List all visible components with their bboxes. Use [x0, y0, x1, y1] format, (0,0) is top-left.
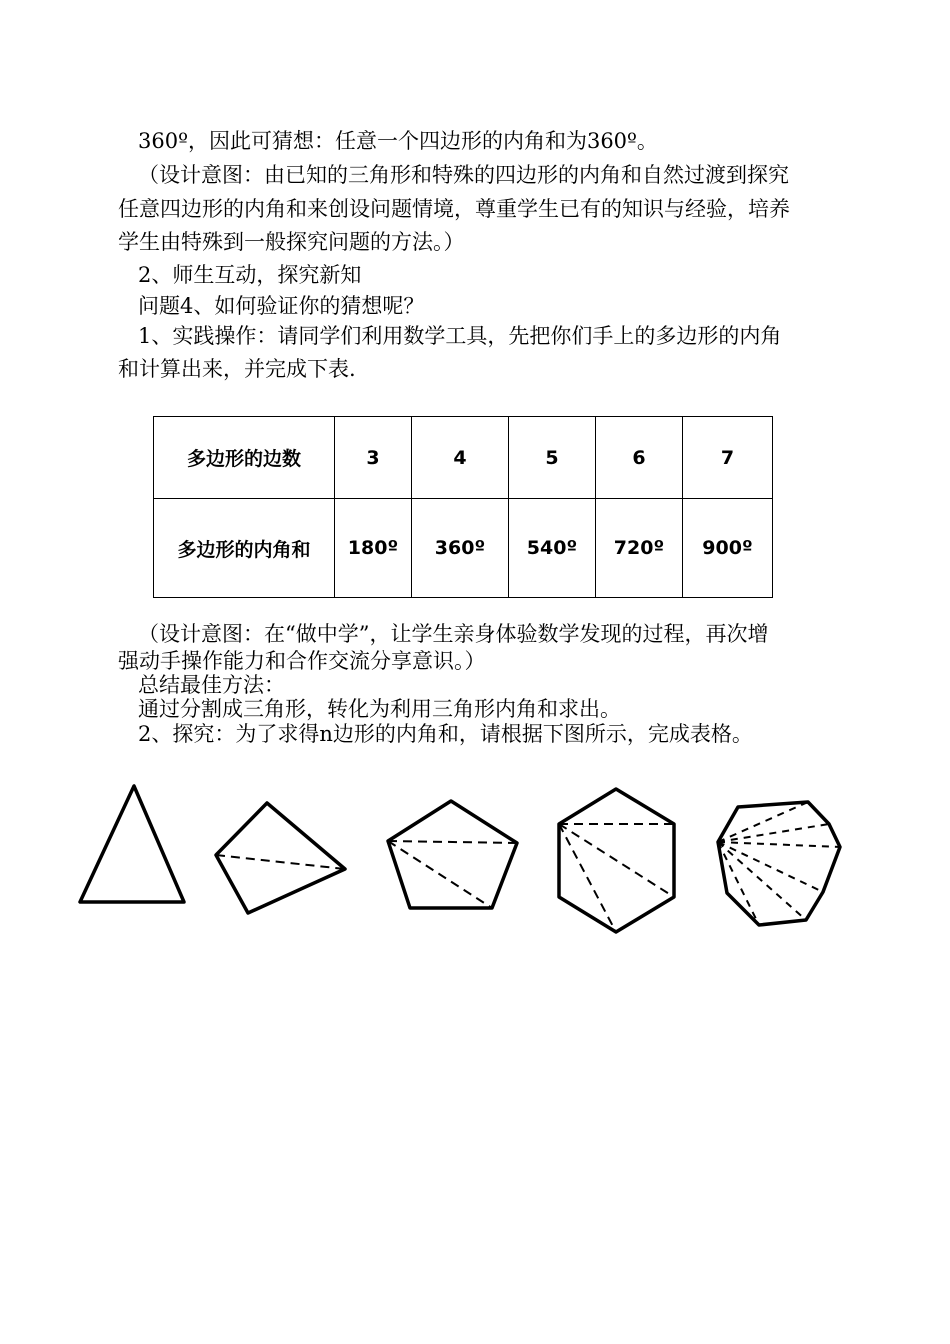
section-heading-interaction: 2、师生互动，探究新知: [138, 263, 362, 287]
design-intent-2-line-1: （设计意图：在“做中学”，让学生亲身体验数学发现的过程，再次增: [138, 622, 769, 646]
text-line-conjecture: 360º，因此可猜想：任意一个四边形的内角和为360º。: [138, 129, 658, 153]
cell-sides-5: 5: [509, 417, 596, 499]
cell-sum-7: 900º: [683, 499, 773, 598]
cell-sum-4: 360º: [412, 499, 509, 598]
hexagon-figure: [559, 789, 674, 932]
pentagon-figure: [388, 801, 517, 908]
summary-heading: 总结最佳方法：: [138, 673, 285, 697]
table-row-angle-sums: [154, 499, 773, 598]
practice-line-1: 1、实践操作：请同学们利用数学工具，先把你们手上的多边形的内角: [138, 324, 782, 348]
explore-n-gon: 2、探究：为了求得n边形的内角和，请根据下图所示，完成表格。: [138, 722, 753, 746]
row-header-angle-sum: 多边形的内角和: [154, 499, 335, 598]
design-intent-1-line-2: 任意四边形的内角和来创设问题情境，尊重学生已有的知识与经验，培养: [118, 197, 790, 221]
cell-sides-4: 4: [412, 417, 509, 499]
table-row-sides: [154, 417, 773, 499]
heptagon-figure: [718, 802, 840, 925]
cell-sides-6: 6: [596, 417, 683, 499]
practice-line-2: 和计算出来，并完成下表.: [118, 357, 356, 381]
design-intent-1-line-1: （设计意图：由已知的三角形和特殊的四边形的内角和自然过渡到探究: [138, 163, 789, 187]
row-header-sides: 多边形的边数: [154, 417, 335, 499]
cell-sum-3: 180º: [335, 499, 412, 598]
cell-sides-3: 3: [335, 417, 412, 499]
polygon-angle-table: [153, 416, 773, 598]
design-intent-1-line-3: 学生由特殊到一般探究问题的方法。）: [118, 230, 465, 254]
question-4: 问题4、如何验证你的猜想呢？: [138, 294, 425, 318]
cell-sides-7: 7: [683, 417, 773, 499]
cell-sum-6: 720º: [596, 499, 683, 598]
triangle-figure: [80, 786, 184, 902]
cell-sum-5: 540º: [509, 499, 596, 598]
design-intent-2-line-2: 强动手操作能力和合作交流分享意识。）: [118, 649, 486, 673]
summary-method: 通过分割成三角形，转化为利用三角形内角和求出。: [138, 697, 621, 721]
polygon-figures: [0, 770, 950, 950]
quadrilateral-figure: [216, 803, 345, 913]
